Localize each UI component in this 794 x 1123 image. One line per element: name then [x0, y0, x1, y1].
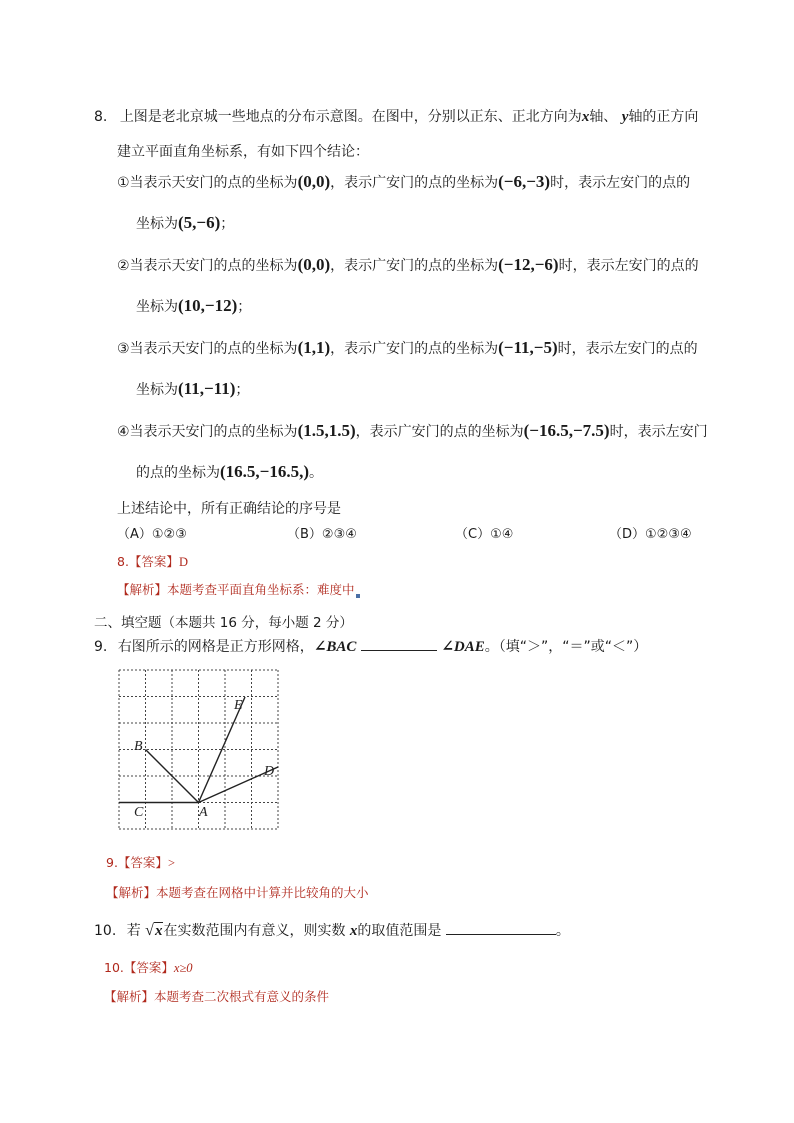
- statement-end: ；: [235, 382, 250, 398]
- statement-line2-prefix: 坐标为: [136, 299, 178, 315]
- q8-statement-2-line2: [136, 296, 251, 316]
- point-label-d: D: [264, 764, 275, 779]
- statement-end: ；: [237, 299, 252, 315]
- q8-stem-mid1: 轴、: [589, 109, 618, 125]
- q8-option-a: （A）①②③: [117, 527, 187, 542]
- statement-tail: 时，表示左安门的点的: [550, 175, 691, 191]
- statement-middle: ，表示广安门的点的坐标为: [355, 424, 524, 440]
- statement-end: ；: [220, 216, 235, 232]
- statement-prefix: ①当表示天安门的点的坐标为: [117, 175, 298, 191]
- q10-answer: [104, 958, 193, 976]
- q8-option-b: （B）②③④: [287, 527, 357, 542]
- statement-prefix: ②当表示天安门的点的坐标为: [117, 258, 298, 274]
- q8-answer: [117, 552, 188, 570]
- q9-answer: [106, 853, 175, 871]
- q10-stem-end: 。: [555, 923, 570, 939]
- point-label-a: A: [199, 805, 208, 820]
- q8-stem-line2: 建立平面直角坐标系，有如下四个结论：: [117, 144, 369, 160]
- statement-middle: ，表示广安门的点的坐标为: [330, 175, 499, 191]
- statement-line2-prefix: 坐标为: [136, 382, 178, 398]
- q10-answer-blank[interactable]: [446, 920, 556, 935]
- q8-stem-mid2: 轴的正方向: [628, 109, 699, 125]
- coord-zuoanmen: (11,−11): [178, 379, 236, 398]
- q10-stem-a: 若: [126, 923, 141, 939]
- answer-label: 9.【答案】: [106, 855, 168, 870]
- q9-answer-blank[interactable]: [361, 636, 437, 651]
- coord-tiananmen: (1.5,1.5): [297, 421, 356, 440]
- q9-stem-tail: 。（填“＞”，“＝”或“＜”）: [484, 639, 648, 655]
- statement-prefix: ④当表示天安门的点的坐标为: [117, 424, 298, 440]
- answer-label: 10.【答案】: [104, 960, 174, 975]
- q10-stem: [94, 920, 570, 940]
- point-label-c: C: [134, 805, 144, 820]
- q8-stem-text: 上图是老北京城一些地点的分布示意图。在图中，分别以正东、正北方向为: [119, 109, 582, 125]
- q8-stem-line1: [94, 106, 698, 126]
- q8-question: 上述结论中，所有正确结论的序号是: [117, 501, 341, 517]
- q8-statement-1-line1: [117, 172, 690, 192]
- q10-stem-b: 在实数范围内有意义，则实数: [163, 923, 346, 939]
- section-2-title: 二、填空题（本题共 16 分，每小题 2 分）: [94, 615, 353, 631]
- answer-value: >: [167, 856, 175, 870]
- q10-number: 10.: [94, 923, 117, 939]
- sqrt-expression: √x: [145, 922, 163, 939]
- point-label-b: B: [134, 739, 143, 754]
- coord-tiananmen: (0,0): [297, 255, 331, 274]
- q10-stem-c: 的取值范围是: [357, 923, 442, 939]
- point-label-e: E: [234, 698, 243, 713]
- q9-stem-text: 右图所示的网格是正方形网格，: [117, 639, 314, 655]
- statement-line2-prefix: 坐标为: [136, 216, 178, 232]
- angle-dae: ∠DAE: [441, 639, 485, 655]
- statement-middle: ，表示广安门的点的坐标为: [330, 258, 499, 274]
- coord-guanganmen: (−11,−5): [498, 338, 558, 357]
- coord-guanganmen: (−12,−6): [498, 255, 559, 274]
- q8-option-c: （C）①④: [455, 527, 514, 542]
- coord-tiananmen: (1,1): [297, 338, 331, 357]
- q9-stem: [94, 636, 647, 656]
- q10-var: x: [349, 923, 358, 939]
- q8-statement-4-line2: [136, 462, 323, 482]
- q10-analysis: 【解析】本题考查二次根式有意义的条件: [104, 989, 330, 1004]
- q8-axis-x: x: [581, 109, 590, 125]
- coord-guanganmen: (−6,−3): [498, 172, 551, 191]
- statement-end: 。: [309, 465, 324, 481]
- coord-guanganmen: (−16.5,−7.5): [523, 421, 610, 440]
- q8-option-d: （D）①②③④: [609, 527, 692, 542]
- sqrt-radicand: x: [154, 923, 163, 939]
- q8-number: 8.: [94, 109, 108, 125]
- q9-analysis: 【解析】本题考查在网格中计算并比较角的大小: [106, 885, 369, 900]
- q8-statement-1-line2: [136, 213, 234, 233]
- q9-grid-figure: [104, 664, 284, 834]
- answer-label: 8.【答案】: [117, 554, 179, 569]
- answer-value: x≥0: [173, 961, 193, 975]
- q8-statement-4-line1: [117, 421, 708, 441]
- statement-middle: ，表示广安门的点的坐标为: [330, 341, 499, 357]
- answer-value: D: [178, 555, 188, 569]
- coord-zuoanmen: (16.5,−16.5,): [220, 462, 310, 481]
- q8-statement-3-line1: [117, 338, 698, 358]
- coord-zuoanmen: (5,−6): [178, 213, 221, 232]
- q8-axis-y: y: [621, 109, 629, 125]
- cursor-marker: [356, 594, 360, 598]
- q8-statement-2-line1: [117, 255, 699, 275]
- q8-analysis: [117, 580, 360, 598]
- coord-tiananmen: (0,0): [297, 172, 331, 191]
- q9-number: 9.: [94, 639, 108, 655]
- statement-tail: 时，表示左安门的点的: [557, 341, 698, 357]
- statement-tail: 时，表示左安门的点的: [558, 258, 699, 274]
- coord-zuoanmen: (10,−12): [178, 296, 238, 315]
- statement-tail: 时，表示左安门: [609, 424, 708, 440]
- q8-statement-3-line2: [136, 379, 249, 399]
- analysis-text: 【解析】本题考查平面直角坐标系：难度中: [117, 582, 355, 597]
- statement-line2-prefix: 的点的坐标为: [136, 465, 220, 481]
- statement-prefix: ③当表示天安门的点的坐标为: [117, 341, 298, 357]
- angle-bac: ∠BAC: [313, 639, 357, 655]
